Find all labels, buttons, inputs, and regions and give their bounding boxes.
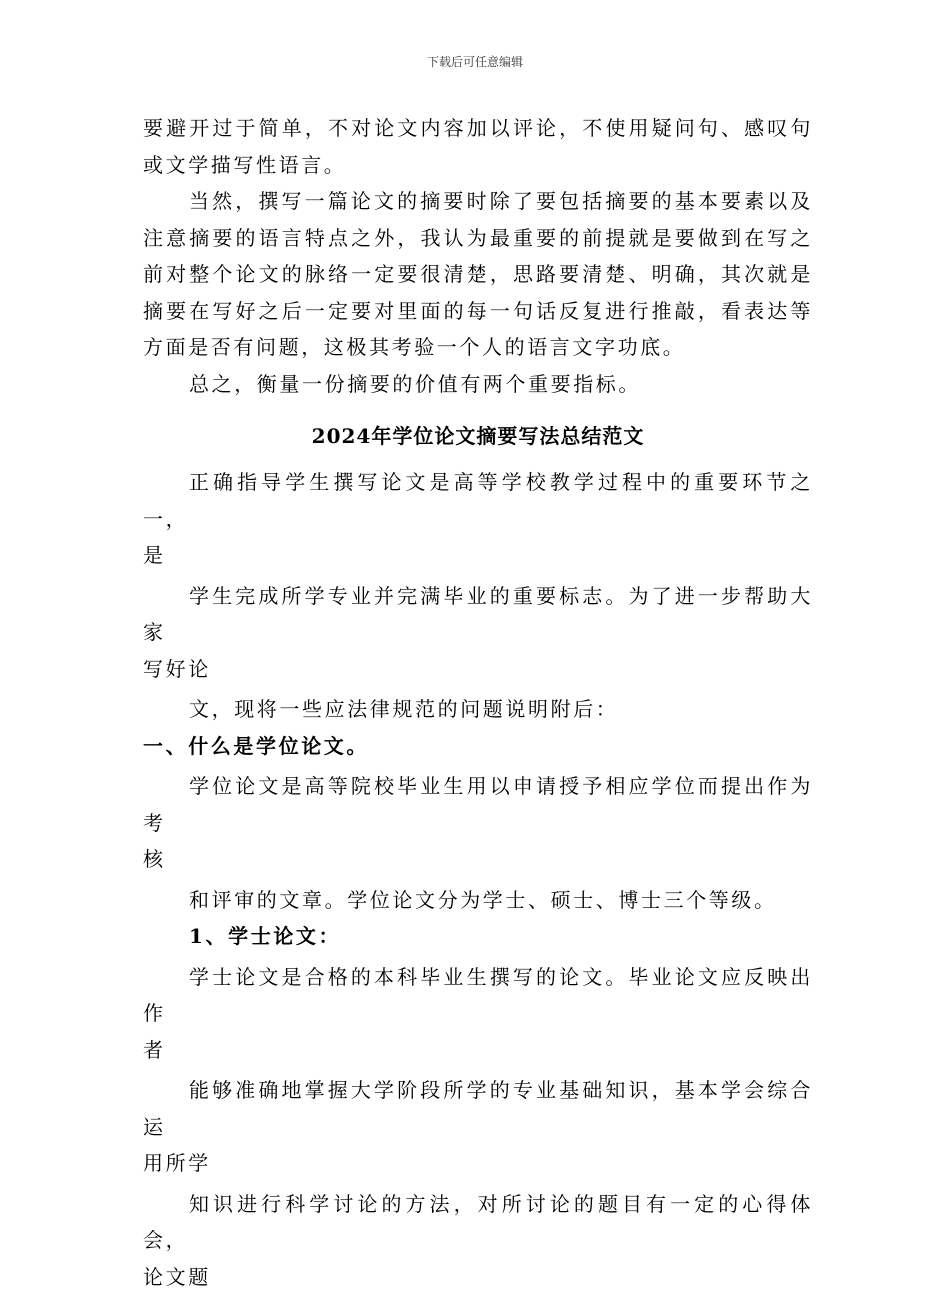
heading-1: 一、什么是学位论文。	[143, 728, 813, 765]
heading-2: 1、学士论文：	[143, 918, 813, 955]
line-2a: 学生完成所学专业并完满毕业的重要标志。为了进一步帮助大家	[143, 578, 813, 651]
line-5: 和评审的文章。学位论文分为学士、硕士、博士三个等级。	[143, 882, 813, 919]
paragraph-3: 总之，衡量一份摘要的价值有两个重要指标。	[143, 366, 813, 403]
document-body	[143, 110, 813, 1295]
paragraph-2: 当然，撰写一篇论文的摘要时除了要包括摘要的基本要素以及注意摘要的语言特点之外，我认为最重要的前提就是要做到在写之前对整个论文的脉络一定要很清楚，思路要清楚、明确，其次就是摘要在写好之后一定要对里面的每一句话反复进行推敲，看表达等方面是否有问题，这极其考验一个人的语言文字功底。	[143, 183, 813, 366]
paragraph-1: 要避开过于简单，不对论文内容加以评论，不使用疑问句、感叹句或文学描写性语言。	[143, 110, 813, 183]
line-7b: 用所学	[143, 1145, 813, 1182]
page-header: 下载后可任意编辑	[0, 53, 950, 70]
line-4b: 核	[143, 841, 813, 878]
line-6b: 者	[143, 1032, 813, 1069]
document-title: 2024年学位论文摘要写法总结范文	[143, 416, 813, 456]
line-3: 文，现将一些应法律规范的问题说明附后：	[143, 691, 813, 728]
line-1a: 正确指导学生撰写论文是高等学校教学过程中的重要环节之一，	[143, 464, 813, 537]
line-8a: 知识进行科学讨论的方法，对所讨论的题目有一定的心得体会，	[143, 1186, 813, 1259]
line-8b: 论文题	[143, 1259, 813, 1295]
line-2b: 写好论	[143, 651, 813, 688]
line-7a: 能够准确地掌握大学阶段所学的专业基础知识，基本学会综合运	[143, 1072, 813, 1145]
line-6a: 学士论文是合格的本科毕业生撰写的论文。毕业论文应反映出作	[143, 959, 813, 1032]
line-1b: 是	[143, 537, 813, 574]
line-4a: 学位论文是高等院校毕业生用以申请授予相应学位而提出作为考	[143, 768, 813, 841]
